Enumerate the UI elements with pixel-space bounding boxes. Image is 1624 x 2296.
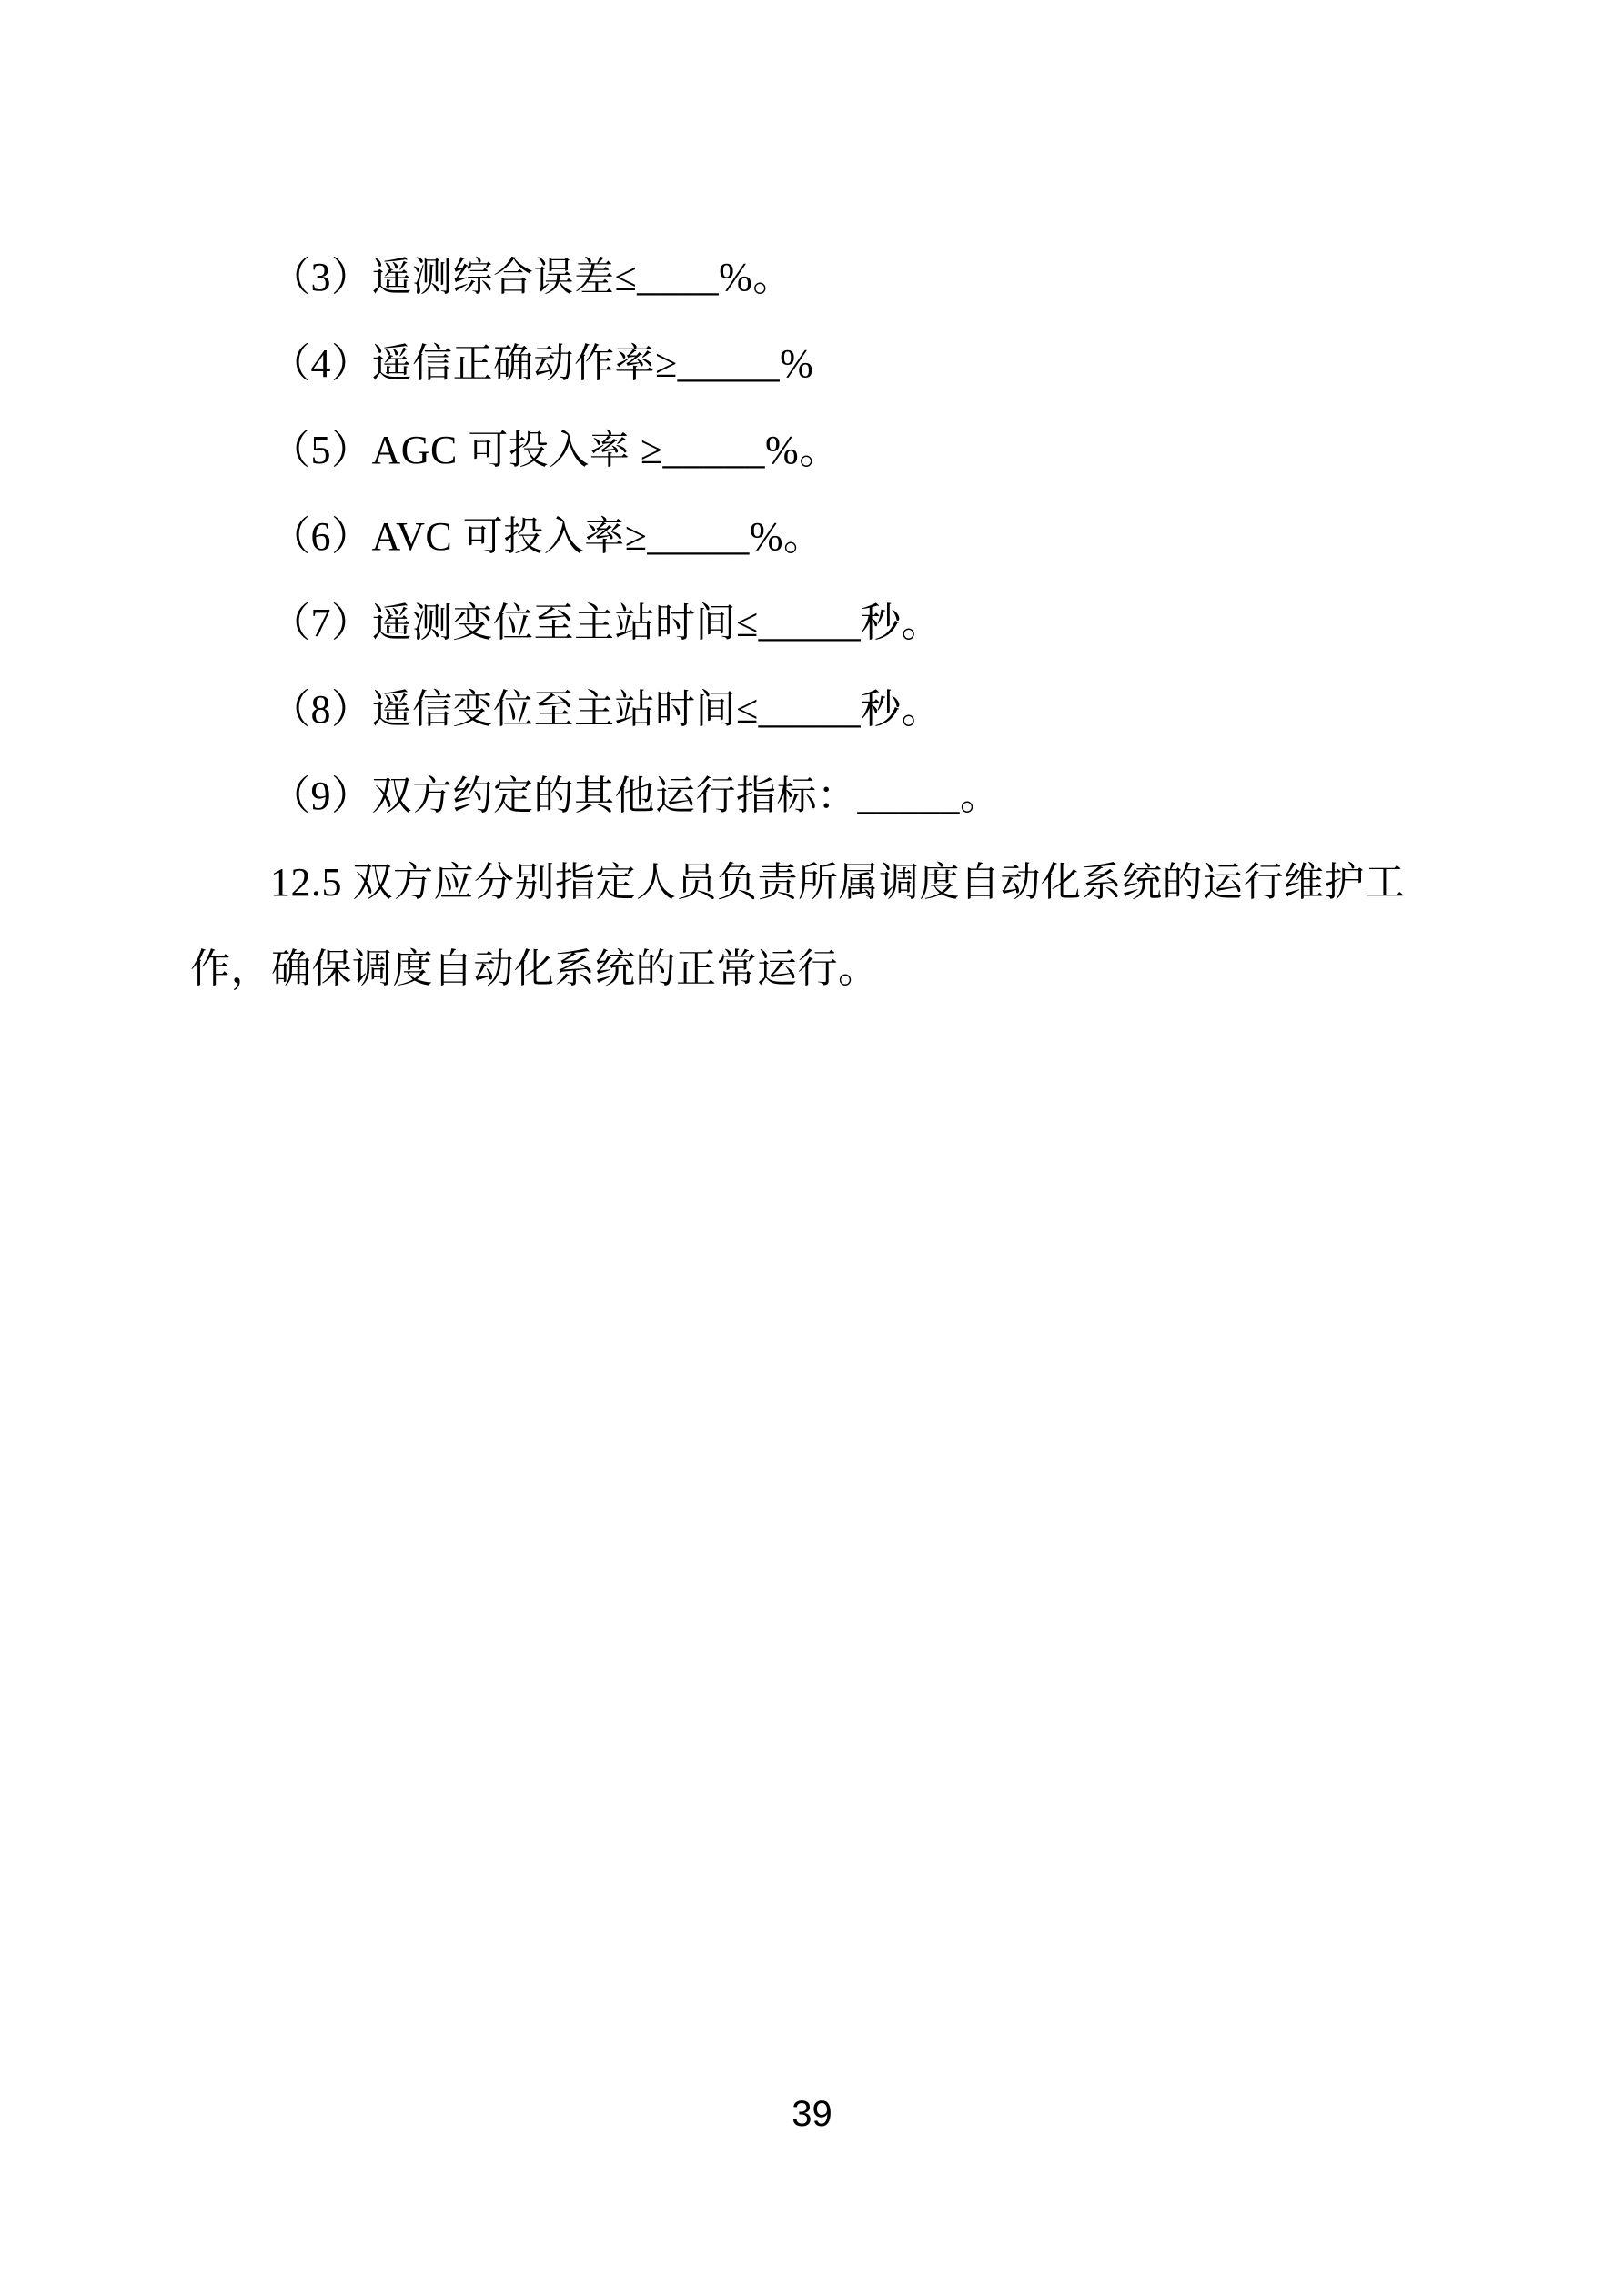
list-item-6: （6）AVC 可投入率≥_____%。	[270, 514, 824, 559]
list-item-9: （9）双方约定的其他运行指标：_____。	[270, 774, 1001, 818]
list-item-7: （7）遥测变位至主站时间≤_____秒。	[270, 601, 943, 645]
page-footer	[0, 2093, 1624, 2135]
list-item-3: （3）遥测综合误差≤____%。	[270, 255, 793, 299]
document-body	[190, 234, 1434, 1012]
list-item-5: （5）AGC 可投入率 ≥_____%。	[270, 428, 840, 472]
clause-12-5-line-2: 作，确保调度自动化系统的正常运行。	[190, 946, 879, 991]
list-item-4: （4）遥信正确动作率≥_____%	[270, 341, 814, 386]
page-number: 39	[792, 2094, 832, 2134]
clause-12-5-line-1: 12.5 双方应分别指定人员负责所属调度自动化系统的运行维护工	[270, 860, 1406, 905]
list-item-8: （8）遥信变位至主站时间≤_____秒。	[270, 687, 943, 732]
